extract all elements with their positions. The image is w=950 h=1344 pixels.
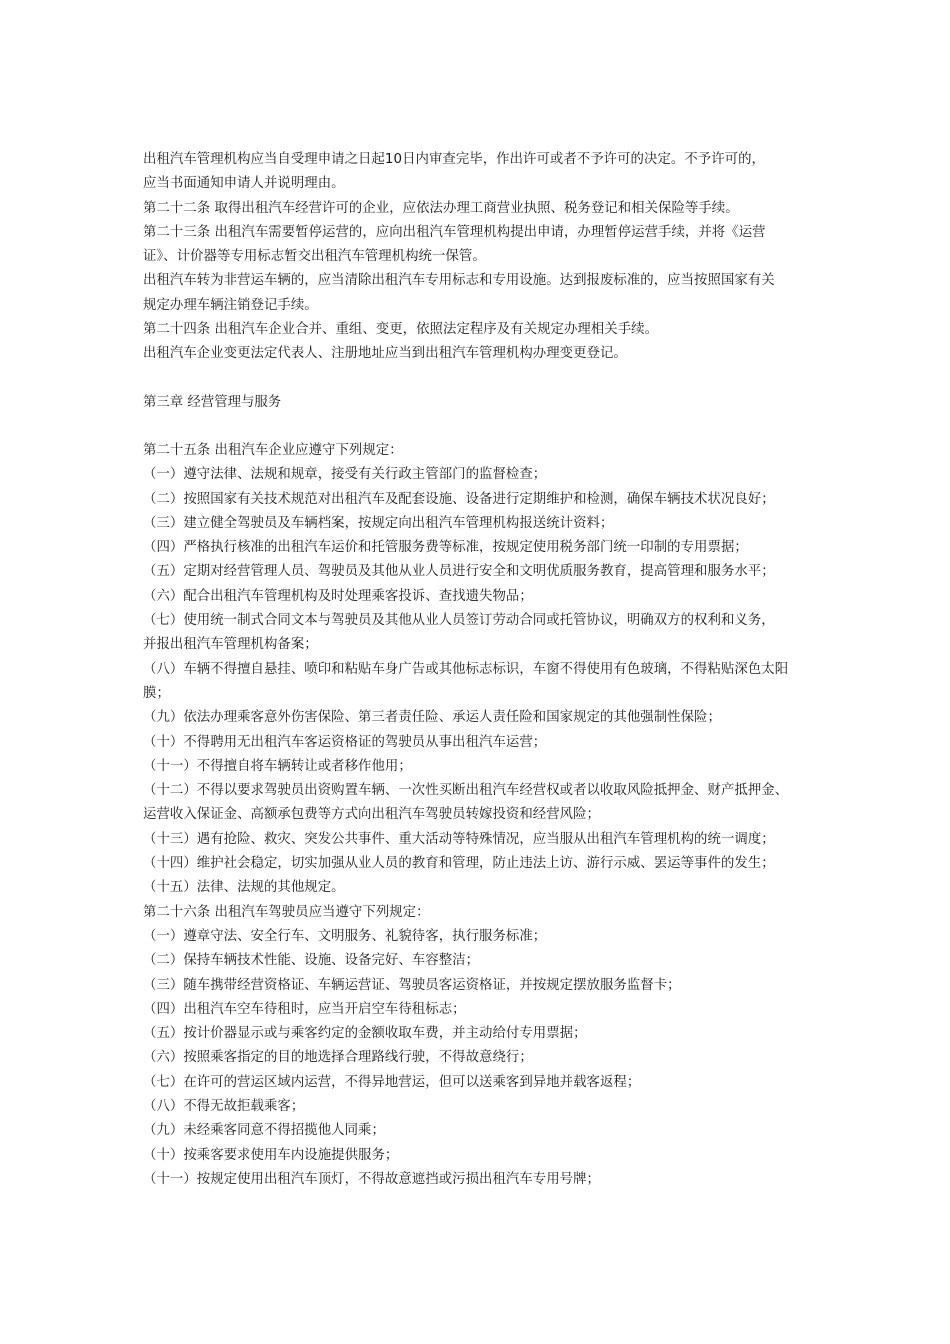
spacer	[143, 415, 807, 439]
text-line: （二）按照国家有关技术规范对出租汽车及配套设施、设备进行定期维护和检测，确保车辆技术状况良好；	[143, 491, 775, 507]
text-line: （三）建立健全驾驶员及车辆档案，按规定向出租汽车管理机构报送统计资料；	[143, 515, 614, 531]
text-line: 出租汽车管理机构应当自受理申请之日起10日内审查完毕，作出许可或者不予许可的决定。不予许可的，	[143, 152, 765, 167]
text-line: 第二十二条 取得出租汽车经营许可的企业，应依法办理工商营业执照、税务登记和相关保险等手续。	[143, 200, 739, 216]
text-line: （九）未经乘客同意不得招揽他人同乘；	[143, 1123, 385, 1139]
text-line: （四）严格执行核准的出租汽车运价和托管服务费等标准，按规定使用税务部门统一印制的专用票据；	[143, 540, 748, 556]
text-line: （五）定期对经营管理人员、驾驶员及其他从业人员进行安全和文明优质服务教育，提高管理和服务水平；	[143, 564, 775, 580]
text-line: 证》、计价器等专用标志暂交出租汽车管理机构统一保管。	[143, 249, 486, 265]
text-line: （一）遵守法律、法规和规章，接受有关行政主管部门的监督检查；	[143, 467, 547, 483]
document-page	[143, 148, 807, 1192]
text-line: （十）不得聘用无出租汽车客运资格证的驾驶员从事出租汽车运营；	[143, 734, 547, 750]
text-line: 规定办理车辆注销登记手续。	[143, 297, 318, 313]
text-line: （八）车辆不得擅自悬挂、喷印和粘贴车身广告或其他标志标识，车窗不得使用有色玻璃，不得粘贴深色太阳	[143, 661, 789, 677]
text-line: （十四）维护社会稳定，切实加强从业人员的教育和管理，防止违法上访、游行示威、罢运等事件的发生；	[143, 856, 775, 872]
text-line: 第二十六条 出租汽车驾驶员应当遵守下列规定：	[143, 904, 430, 920]
text-line: （十五）法律、法规的其他规定。	[143, 880, 345, 896]
text-line: （九）依法办理乘客意外伤害保险、第三者责任险、承运人责任险和国家规定的其他强制性保险；	[143, 710, 721, 726]
section-block-2	[143, 439, 807, 1192]
text-line: （六）配合出租汽车管理机构及时处理乘客投诉、查找遗失物品；	[143, 588, 533, 604]
text-line: （十一）按规定使用出租汽车顶灯，不得故意遮挡或污损出租汽车专用号牌；	[143, 1171, 600, 1187]
text-line: （七）在许可的营运区域内运营，不得异地营运，但可以送乘客到异地并载客返程；	[143, 1074, 641, 1090]
section-block-1	[143, 148, 807, 367]
text-line: （十）按乘客要求使用车内设施提供服务；	[143, 1147, 399, 1163]
text-line: 第二十三条 出租汽车需要暂停运营的，应向出租汽车管理机构提出申请，办理暂停运营手续，并将《运营	[143, 224, 766, 240]
text-line: 第二十四条 出租汽车企业合并、重组、变更，依照法定程序及有关规定办理相关手续。	[143, 322, 659, 338]
spacer	[143, 367, 807, 391]
text-line: （三）随车携带经营资格证、车辆运营证、驾驶员客运资格证，并按规定摆放服务监督卡；	[143, 977, 681, 993]
text-line: 出租汽车转为非营运车辆的，应当清除出租汽车专用标志和专用设施。达到报废标准的，应当按照国家有关	[143, 273, 775, 289]
text-line: 并报出租汽车管理机构备案；	[143, 637, 318, 653]
text-line: （七）使用统一制式合同文本与驾驶员及其他从业人员签订劳动合同或托管协议，明确双方的权利和义务，	[143, 613, 775, 629]
text-line: （二）保持车辆技术性能、设施、设备完好、车容整洁；	[143, 953, 480, 969]
text-line: 应当书面通知申请人并说明理由。	[143, 176, 345, 192]
text-line: （十三）遇有抢险、救灾、突发公共事件、重大活动等特殊情况，应当服从出租汽车管理机构的统一调度；	[143, 831, 775, 847]
text-line: （四）出租汽车空车待租时，应当开启空车待租标志；	[143, 1001, 466, 1017]
text-line: （十一）不得擅自将车辆转让或者移作他用；	[143, 758, 412, 774]
text-line: 运营收入保证金、高额承包费等方式向出租汽车驾驶员转嫁投资和经营风险；	[143, 807, 600, 823]
text-line: （六）按照乘客指定的目的地选择合理路线行驶，不得故意绕行；	[143, 1050, 533, 1066]
text-line: 第二十五条 出租汽车企业应遵守下列规定：	[143, 442, 403, 458]
text-line: 膜；	[143, 685, 170, 701]
text-line: （八）不得无故拒载乘客；	[143, 1098, 305, 1114]
text-line: 出租汽车企业变更法定代表人、注册地址应当到出租汽车管理机构办理变更登记。	[143, 346, 627, 362]
text-line: （十二）不得以要求驾驶员出资购置车辆、一次性买断出租汽车经营权或者以收取风险抵押金、财产抵押金、	[143, 783, 789, 799]
text-line: （一）遵章守法、安全行车、文明服务、礼貌待客，执行服务标准；	[143, 928, 547, 944]
text-line: （五）按计价器显示或与乘客约定的金额收取车费，并主动给付专用票据；	[143, 1026, 587, 1042]
chapter-heading: 第三章 经营管理与服务	[143, 394, 282, 410]
